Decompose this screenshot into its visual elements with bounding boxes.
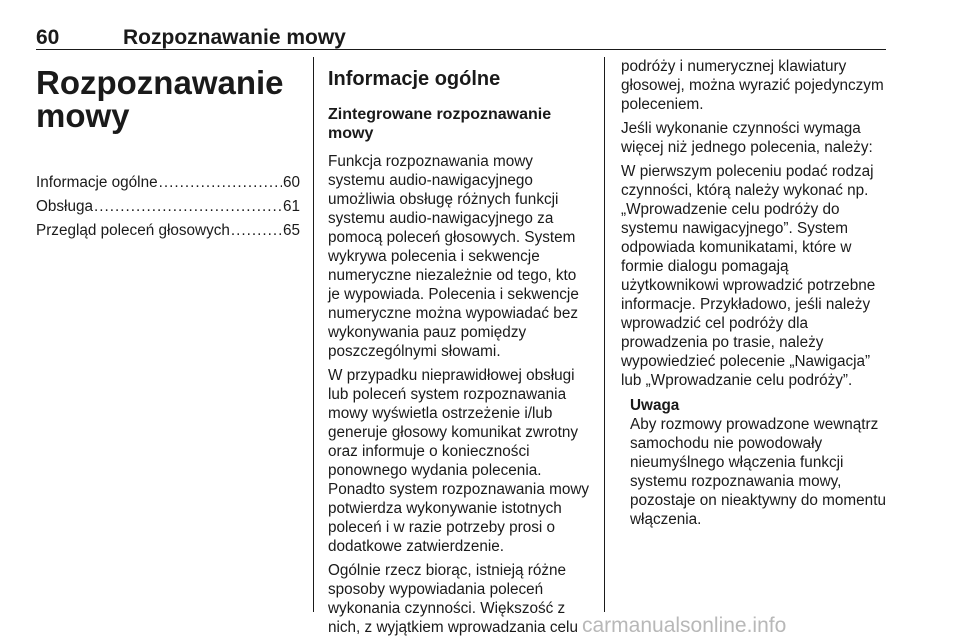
- watermark: carmanualsonline.info: [582, 614, 787, 637]
- toc-entry-page: 60: [282, 174, 300, 191]
- toc-entry-page: 61: [282, 198, 300, 215]
- toc-entry[interactable]: [36, 171, 300, 195]
- column-divider-1: [313, 57, 314, 612]
- toc-entry-label: Informacje ogólne: [36, 174, 158, 191]
- toc-leader-dots: [159, 171, 282, 195]
- column-right: [621, 57, 889, 529]
- page-header: [36, 18, 886, 50]
- body-paragraph: W przypadku nieprawidłowej obsługi lub poleceń system rozpoznawania mowy wyświetla ostrzeżenie i/lub generuje głosowy komunikat zwrotny oraz informuje o konieczności ponownego wydania polecenia. Ponadto system rozpoznawania mowy potwierdza wykonywanie istotnych poleceń i w razie potrzeby prosi o dodatkowe zatwierdzenie.: [328, 367, 590, 555]
- toc-entry-page: 65: [282, 222, 300, 239]
- section-title: Informacje ogólne: [328, 68, 501, 90]
- table-of-contents: [36, 171, 300, 243]
- body-paragraph: W pierwszym poleceniu podać rodzaj czynności, którą należy wykonać np. „Wprowadzenie celu podróży do systemu nawigacyjnego”. System odpowiada komunikatami, które w formie dialogu pomagają użytkownikowi wprowadzić potrzebne informacje. Przykładowo, jeśli należy wprowadzić cel podróży dla prowadzenia po trasie, należy wypowiedzieć polecenie „Nawigacja” lub „Wprowadzanie celu podróży”.: [621, 163, 876, 389]
- running-title: Rozpoznawanie mowy: [123, 26, 346, 49]
- note-title: Uwaga: [630, 397, 680, 414]
- body-paragraph: Jeśli wykonanie czynności wymaga więcej niż jednego polecenia, należy:: [621, 120, 873, 156]
- column-divider-2: [604, 57, 605, 612]
- toc-leader-dots: [231, 219, 282, 243]
- note-text: Aby rozmowy prowadzone wewnątrz samochodu nie powodowały nieumyślnego włączenia funkcji systemu rozpoznawania mowy, pozostaje on nieaktywny do momentu włączenia.: [630, 416, 886, 528]
- column-left: [36, 57, 300, 243]
- toc-leader-dots: [94, 195, 282, 219]
- section-subtitle: Zintegrowane rozpoznawanie mowy: [328, 106, 552, 142]
- header-rule: [36, 49, 886, 50]
- chapter-title: Rozpoznawanie mowy: [36, 64, 284, 134]
- toc-entry-label: Obsługa: [36, 198, 93, 215]
- toc-entry[interactable]: [36, 195, 300, 219]
- page-number: 60: [36, 26, 60, 49]
- toc-entry-label: Przegląd poleceń głosowych: [36, 222, 230, 239]
- column-middle: [328, 57, 592, 642]
- note-box: [621, 396, 889, 529]
- body-paragraph: Funkcja rozpoznawania mowy systemu audio-nawigacyjnego umożliwia obsługę różnych funkcji systemu audio-nawigacyjnego za pomocą poleceń głosowych. System wykrywa polecenia i sekwencje numeryczne niezależnie od tego, kto je wypowiada. Polecenia i sekwencje numeryczne można wypowiadać bez wykonywania pauz pomiędzy poszczególnymi słowami.: [328, 153, 579, 360]
- body-paragraph: podróży i numerycznej klawiatury głosowej, można wyrazić pojedynczym poleceniem.: [621, 58, 884, 113]
- toc-entry[interactable]: [36, 219, 300, 243]
- body-paragraph: Ogólnie rzecz biorąc, istnieją różne sposoby wypowiadania poleceń wykonania czynności. Większość z nich, z wyjątkiem wprowadzania celu: [328, 562, 578, 636]
